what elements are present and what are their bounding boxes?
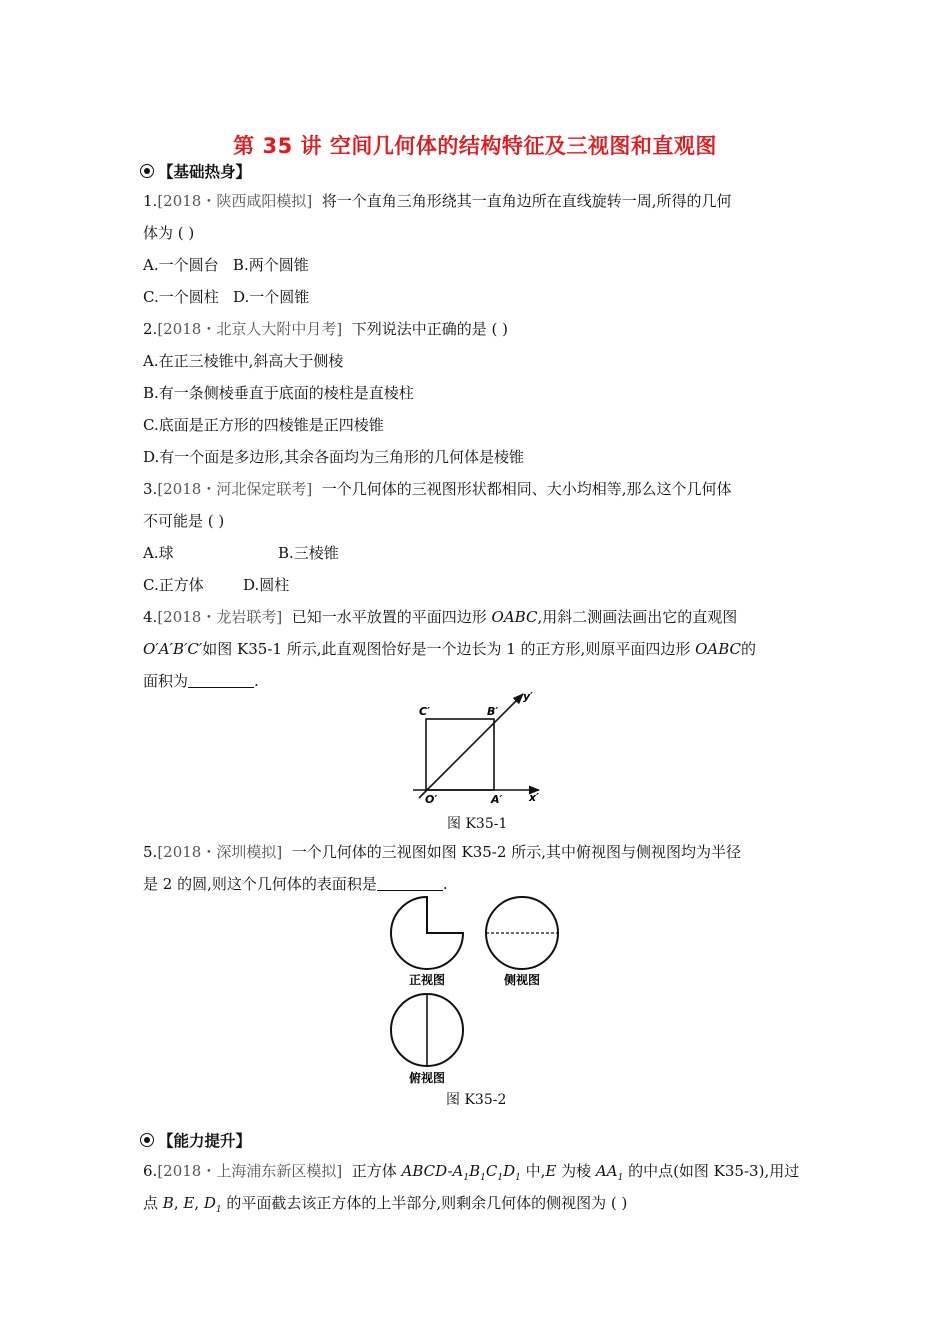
q3-options-ab: A.球 B.三棱锥 — [143, 544, 339, 562]
q5-answer-blank[interactable] — [377, 876, 443, 891]
q4-source: [2018・龙岩联考] — [157, 608, 283, 626]
section-advanced — [140, 1129, 251, 1151]
q4-line-3: 面积为 . — [143, 672, 259, 690]
top-view-label: 俯视图 — [408, 1071, 446, 1085]
label-c: C′ — [419, 705, 430, 718]
q6-line-1: 6.[2018・上海浦东新区模拟] 正方体 ABCD-$A_1B_1C_1D_1$ 中,E 为棱 $AA_1$ 的中点(如图 K35-3),用过 — [143, 1162, 800, 1183]
label-a: A′ — [491, 793, 503, 806]
q2-option-d: D.有一个面是多边形,其余各面均为三角形的几何体是棱锥 — [143, 448, 525, 466]
q1-options-cd: C.一个圆柱 D.一个圆锥 — [143, 288, 310, 306]
q4-line-2: O′A′B′C′如图 K35-1 所示,此直观图恰好是一个边长为 1 的正方形,则原平面四边形 OABC的 — [143, 640, 757, 658]
q2-source: [2018・北京人大附中月考] — [157, 320, 343, 338]
q2-option-c: C.底面是正方形的四棱锥是正四棱锥 — [143, 416, 384, 434]
label-x: x′ — [529, 791, 539, 804]
square-oabc — [426, 719, 494, 790]
q3-options-cd: C.正方体 D.圆柱 — [143, 576, 290, 594]
page-title: 第 35 讲 空间几何体的结构特征及三视图和直观图 — [233, 134, 717, 158]
q1-options-ab: A.一个圆台 B.两个圆锥 — [143, 256, 309, 274]
q5-line-1: 5.[2018・深圳模拟] 一个几何体的三视图如图 K35-2 所示,其中俯视图与侧视图均为半径 — [143, 843, 741, 861]
q4-line-1: 4.[2018・龙岩联考] 已知一水平放置的平面四边形 OABC,用斜二测画法画出它的直观图 — [143, 608, 738, 626]
q6-line-2: 点 B, E, $D_1$ 的平面截去该正方体的上半部分,则剩余几何体的侧视图为 ( ) — [143, 1194, 628, 1215]
figure-k35-1 — [405, 686, 545, 806]
q1-source: [2018・陕西咸阳模拟] — [157, 192, 313, 210]
q2-option-b: B.有一条侧棱垂直于底面的棱柱是直棱柱 — [143, 384, 414, 402]
figure-k35-2-caption: 图 K35-2 — [446, 1092, 507, 1108]
label-b: B′ — [487, 705, 499, 718]
section-advanced-label: 【能力提升】 — [158, 1132, 252, 1150]
q6-source: [2018・上海浦东新区模拟] — [157, 1162, 343, 1180]
q1-line-2: 体为 ( ) — [143, 224, 195, 242]
section-basic — [140, 160, 251, 182]
section-bullet-icon — [140, 1133, 154, 1147]
side-view-label: 侧视图 — [503, 973, 541, 987]
front-view-shape — [391, 897, 463, 969]
section-bullet-icon — [140, 164, 154, 178]
q2-option-a: A.在正三棱锥中,斜高大于侧棱 — [143, 352, 344, 370]
label-o: O′ — [425, 793, 438, 806]
q3-line-2: 不可能是 ( ) — [143, 512, 225, 530]
q2-line-1: 2.[2018・北京人大附中月考] 下列说法中正确的是 ( ) — [143, 320, 508, 338]
q5-line-2: 是 2 的圆,则这个几何体的表面积是 . — [143, 875, 448, 893]
figure-k35-1-caption: 图 K35-1 — [447, 816, 508, 832]
y-axis — [419, 694, 523, 798]
q1-line-1: 1.[2018・陕西咸阳模拟] 将一个直角三角形绕其一直角边所在直线旋转一周,所得的几何 — [143, 192, 732, 210]
figure-k35-2 — [385, 893, 565, 1085]
front-view-label: 正视图 — [408, 973, 446, 987]
q5-source: [2018・深圳模拟] — [157, 843, 283, 861]
q3-line-1: 3.[2018・河北保定联考] 一个几何体的三视图形状都相同、大小均相等,那么这个几何体 — [143, 480, 732, 498]
section-basic-label: 【基础热身】 — [158, 163, 252, 181]
label-y: y′ — [523, 690, 534, 703]
q4-answer-blank[interactable] — [188, 673, 254, 688]
q3-source: [2018・河北保定联考] — [157, 480, 313, 498]
